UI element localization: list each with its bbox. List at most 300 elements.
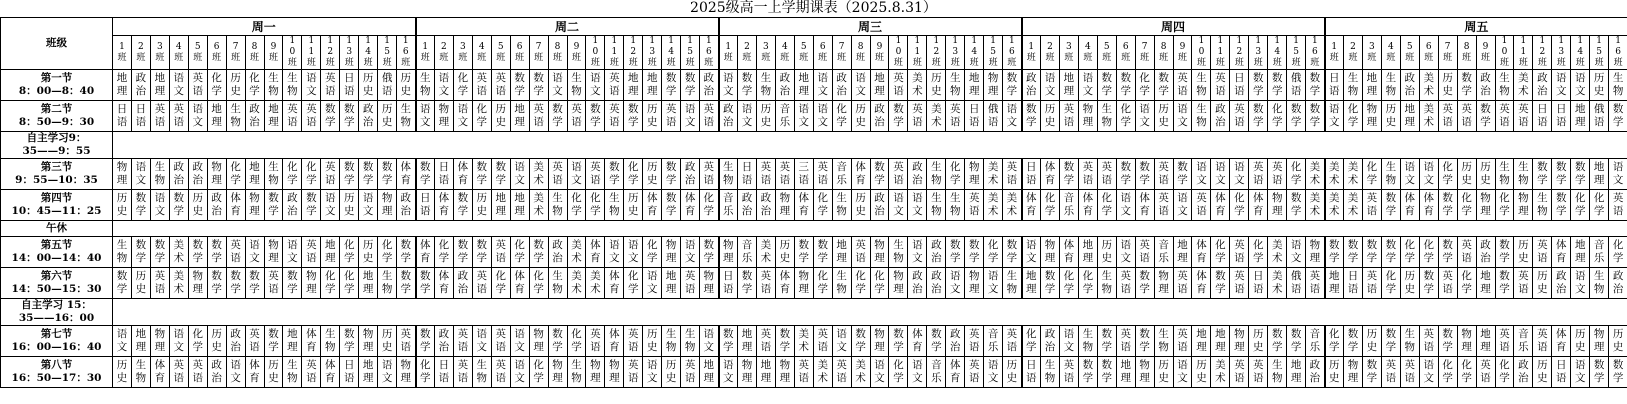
subject-cell: 生 物 xyxy=(567,70,586,101)
subject-cell: 化 学 xyxy=(1230,190,1249,221)
break-band xyxy=(113,132,1627,159)
subject-cell: 地 理 xyxy=(1476,268,1495,299)
subject-cell: 数 学 xyxy=(851,326,870,357)
class-number: 1 3 班 xyxy=(1249,36,1268,70)
subject-cell: 英 语 xyxy=(1097,159,1116,190)
subject-cell: 语 文 xyxy=(245,237,264,268)
class-number: 7 班 xyxy=(1135,36,1154,70)
class-number: 1 班 xyxy=(719,36,738,70)
subject-cell: 英 语 xyxy=(1533,326,1552,357)
subject-cell: 生 物 xyxy=(548,190,567,221)
subject-cell: 语 文 xyxy=(643,357,662,388)
subject-cell: 语 文 xyxy=(681,101,700,132)
subject-cell: 物 理 xyxy=(397,357,416,388)
subject-cell: 数 学 xyxy=(1116,159,1135,190)
class-number: 1 4 班 xyxy=(1268,36,1287,70)
subject-cell: 数 学 xyxy=(1590,357,1609,388)
subject-cell: 化 学 xyxy=(1495,357,1514,388)
subject-cell: 政 治 xyxy=(700,70,719,101)
class-number: 1 5 班 xyxy=(1590,36,1609,70)
subject-cell: 历 史 xyxy=(1533,357,1552,388)
subject-cell: 生 物 xyxy=(113,237,132,268)
subject-cell: 地 理 xyxy=(1022,268,1041,299)
subject-cell: 英 语 xyxy=(264,268,283,299)
subject-cell: 英 语 xyxy=(1381,357,1400,388)
class-number: 1 6 班 xyxy=(1306,36,1325,70)
subject-cell: 历 史 xyxy=(1362,326,1381,357)
subject-cell: 数 学 xyxy=(1438,237,1457,268)
subject-cell: 语 文 xyxy=(378,357,397,388)
class-number: 4 班 xyxy=(1078,36,1097,70)
break-band xyxy=(113,221,1627,237)
subject-cell: 物 理 xyxy=(1514,190,1533,221)
subject-cell: 英 语 xyxy=(624,357,643,388)
subject-cell: 政 治 xyxy=(548,237,567,268)
subject-cell: 物 理 xyxy=(188,268,207,299)
subject-cell: 物 理 xyxy=(359,326,378,357)
subject-cell: 数 学 xyxy=(1097,357,1116,388)
subject-cell: 英 语 xyxy=(1476,357,1495,388)
subject-cell: 语 文 xyxy=(567,159,586,190)
subject-cell: 生 物 xyxy=(1078,326,1097,357)
subject-cell: 化 学 xyxy=(188,326,207,357)
subject-cell: 数 学 xyxy=(1078,357,1097,388)
subject-cell: 英 语 xyxy=(1230,268,1249,299)
subject-cell: 数 学 xyxy=(1135,326,1154,357)
subject-cell: 音 乐 xyxy=(1306,326,1325,357)
subject-cell: 语 文 xyxy=(1419,357,1438,388)
subject-cell: 地 理 xyxy=(756,357,775,388)
subject-cell: 英 语 xyxy=(756,159,775,190)
subject-cell: 日 语 xyxy=(434,159,453,190)
subject-cell: 语 文 xyxy=(283,237,302,268)
subject-cell: 日 语 xyxy=(113,101,132,132)
subject-cell: 生 物 xyxy=(1344,70,1363,101)
subject-cell: 化 学 xyxy=(567,326,586,357)
subject-cell: 数 学 xyxy=(321,101,340,132)
subject-cell: 日 语 xyxy=(737,159,756,190)
subject-cell: 历 史 xyxy=(643,101,662,132)
subject-cell: 英 语 xyxy=(851,237,870,268)
period-row xyxy=(1,357,1627,388)
class-number: 1 1 班 xyxy=(1211,36,1230,70)
subject-cell: 音 乐 xyxy=(984,326,1003,357)
class-number: 9 班 xyxy=(264,36,283,70)
subject-cell: 物 理 xyxy=(1306,237,1325,268)
subject-cell: 数 学 xyxy=(1552,190,1571,221)
subject-cell: 语 文 xyxy=(586,70,605,101)
subject-cell: 数 学 xyxy=(737,268,756,299)
class-number: 6 班 xyxy=(1116,36,1135,70)
subject-cell: 地 理 xyxy=(264,101,283,132)
class-number: 1 6 班 xyxy=(700,36,719,70)
class-number: 2 班 xyxy=(1344,36,1363,70)
subject-cell: 数 学 xyxy=(719,326,738,357)
class-number: 1 6 班 xyxy=(397,36,416,70)
subject-cell: 数 学 xyxy=(340,326,359,357)
subject-cell: 政 治 xyxy=(946,326,965,357)
subject-cell: 数 学 xyxy=(1362,237,1381,268)
subject-cell: 政 治 xyxy=(207,190,226,221)
subject-cell: 化 学 xyxy=(946,159,965,190)
subject-cell: 日 语 xyxy=(416,190,435,221)
subject-cell: 政 治 xyxy=(908,159,927,190)
subject-cell: 语 文 xyxy=(359,190,378,221)
subject-cell: 数 学 xyxy=(1609,357,1627,388)
class-number: 7 班 xyxy=(1438,36,1457,70)
subject-cell: 化 学 xyxy=(1078,268,1097,299)
subject-cell: 生 物 xyxy=(150,159,169,190)
subject-cell: 语 文 xyxy=(1552,70,1571,101)
subject-cell: 数 学 xyxy=(491,159,510,190)
subject-cell: 语 文 xyxy=(984,357,1003,388)
class-number: 6 班 xyxy=(510,36,529,70)
subject-cell: 数 学 xyxy=(131,190,150,221)
subject-cell: 政 治 xyxy=(756,190,775,221)
day-header: 周四 xyxy=(1022,18,1325,36)
subject-cell: 语 文 xyxy=(150,190,169,221)
subject-cell: 语 文 xyxy=(1571,357,1590,388)
subject-cell: 数 学 xyxy=(1552,159,1571,190)
subject-cell: 英 语 xyxy=(150,268,169,299)
class-number: 8 班 xyxy=(548,36,567,70)
subject-cell: 物 理 xyxy=(1457,326,1476,357)
class-number: 7 班 xyxy=(529,36,548,70)
class-number: 3 班 xyxy=(1059,36,1078,70)
subject-cell: 日 语 xyxy=(1325,70,1344,101)
subject-cell: 数 学 xyxy=(359,159,378,190)
subject-cell: 日 语 xyxy=(1022,357,1041,388)
subject-cell: 物 理 xyxy=(965,268,984,299)
subject-cell: 英 语 xyxy=(756,326,775,357)
subject-cell: 数 学 xyxy=(510,70,529,101)
subject-cell: 美 术 xyxy=(851,357,870,388)
period-label: 第六节 14：50—15：30 xyxy=(1,268,113,299)
subject-cell: 英 语 xyxy=(188,357,207,388)
subject-cell: 化 学 xyxy=(1344,101,1363,132)
subject-cell: 生 物 xyxy=(832,190,851,221)
subject-cell: 美 术 xyxy=(1325,159,1344,190)
subject-cell: 数 学 xyxy=(131,237,150,268)
header-label: 班级 xyxy=(1,18,113,70)
day-header: 周三 xyxy=(719,18,1022,36)
period-label: 第七节 16：00—16：40 xyxy=(1,326,113,357)
subject-cell: 语 文 xyxy=(510,326,529,357)
class-number: 1 1 班 xyxy=(605,36,624,70)
subject-cell: 美 术 xyxy=(529,190,548,221)
subject-cell: 英 语 xyxy=(1514,268,1533,299)
subject-cell: 语 文 xyxy=(1287,237,1306,268)
subject-cell: 数 学 xyxy=(946,237,965,268)
subject-cell: 数 学 xyxy=(794,237,813,268)
subject-cell: 政 治 xyxy=(1040,326,1059,357)
class-number: 1 班 xyxy=(416,36,435,70)
subject-cell: 数 学 xyxy=(1059,159,1078,190)
subject-cell: 语 文 xyxy=(1173,190,1192,221)
subject-cell: 政 治 xyxy=(870,101,889,132)
subject-cell: 化 学 xyxy=(321,268,340,299)
period-label: 第五节 14：00—14：40 xyxy=(1,237,113,268)
subject-cell: 英 语 xyxy=(813,159,832,190)
class-number: 1 4 班 xyxy=(662,36,681,70)
subject-cell: 历 史 xyxy=(1040,101,1059,132)
subject-cell: 地 理 xyxy=(245,159,264,190)
subject-cell: 历 史 xyxy=(643,159,662,190)
subject-cell: 语 文 xyxy=(813,101,832,132)
subject-cell: 语 文 xyxy=(302,70,321,101)
subject-cell: 数 学 xyxy=(264,190,283,221)
subject-cell: 英 语 xyxy=(1419,326,1438,357)
subject-cell: 物 理 xyxy=(889,268,908,299)
subject-cell: 物 理 xyxy=(1362,101,1381,132)
subject-cell: 政 治 xyxy=(927,237,946,268)
subject-cell: 数 学 xyxy=(1154,70,1173,101)
subject-cell: 体 育 xyxy=(1135,190,1154,221)
subject-cell: 体 育 xyxy=(605,326,624,357)
subject-cell: 语 文 xyxy=(1135,101,1154,132)
subject-cell: 数 学 xyxy=(150,237,169,268)
subject-cell: 化 学 xyxy=(624,268,643,299)
subject-cell: 英 语 xyxy=(1230,237,1249,268)
subject-cell: 语 文 xyxy=(1040,70,1059,101)
subject-cell: 体 育 xyxy=(453,159,472,190)
subject-cell: 生 物 xyxy=(1590,268,1609,299)
subject-cell: 物 理 xyxy=(1344,357,1363,388)
class-number: 5 班 xyxy=(1097,36,1116,70)
subject-cell: 物 理 xyxy=(434,101,453,132)
subject-cell: 历 史 xyxy=(1003,357,1022,388)
subject-cell: 英 语 xyxy=(605,101,624,132)
subject-cell: 历 史 xyxy=(1154,101,1173,132)
subject-cell: 英 语 xyxy=(1249,357,1268,388)
subject-cell: 地 理 xyxy=(1325,268,1344,299)
subject-cell: 日 语 xyxy=(1230,70,1249,101)
subject-cell: 政 治 xyxy=(1022,70,1041,101)
subject-cell: 化 学 xyxy=(1381,268,1400,299)
class-number: 6 班 xyxy=(1419,36,1438,70)
subject-cell: 物 理 xyxy=(264,237,283,268)
subject-cell: 数 学 xyxy=(1135,159,1154,190)
subject-cell: 语 文 xyxy=(794,101,813,132)
subject-cell: 政 治 xyxy=(1533,70,1552,101)
subject-cell: 化 学 xyxy=(340,237,359,268)
subject-cell: 政 治 xyxy=(397,190,416,221)
period-label: 第二节 8：50—9：30 xyxy=(1,101,113,132)
subject-cell: 英 语 xyxy=(472,70,491,101)
subject-cell: 生 物 xyxy=(832,268,851,299)
subject-cell: 英 语 xyxy=(1116,268,1135,299)
subject-cell: 英 语 xyxy=(169,357,188,388)
subject-cell: 语 文 xyxy=(946,268,965,299)
subject-cell: 政 治 xyxy=(719,101,738,132)
subject-cell: 数 学 xyxy=(1287,326,1306,357)
subject-cell: 英 语 xyxy=(1400,357,1419,388)
subject-cell: 英 语 xyxy=(1362,268,1381,299)
subject-cell: 日 语 xyxy=(131,101,150,132)
subject-cell: 政 治 xyxy=(207,357,226,388)
subject-cell: 化 学 xyxy=(1059,268,1078,299)
subject-cell: 物 理 xyxy=(775,357,794,388)
class-number: 3 班 xyxy=(756,36,775,70)
period-label: 自主学习9： 35——9：55 xyxy=(1,132,113,159)
subject-cell: 政 治 xyxy=(131,70,150,101)
subject-cell: 美 术 xyxy=(567,268,586,299)
subject-cell: 生 物 xyxy=(397,101,416,132)
subject-cell: 化 学 xyxy=(832,101,851,132)
subject-cell: 数 学 xyxy=(662,70,681,101)
subject-cell: 数 学 xyxy=(548,101,567,132)
class-number: 1 5 班 xyxy=(984,36,1003,70)
subject-cell: 地 理 xyxy=(1173,237,1192,268)
subject-cell: 美 术 xyxy=(1344,159,1363,190)
subject-cell: 英 语 xyxy=(321,159,340,190)
subject-cell: 生 物 xyxy=(756,70,775,101)
subject-cell: 化 学 xyxy=(1609,237,1627,268)
subject-cell: 政 治 xyxy=(453,268,472,299)
subject-cell: 数 学 xyxy=(453,190,472,221)
subject-cell: 数 学 xyxy=(416,326,435,357)
subject-cell: 地 理 xyxy=(700,357,719,388)
subject-cell: 美 术 xyxy=(1419,101,1438,132)
subject-cell: 政 治 xyxy=(1476,70,1495,101)
subject-cell: 体 育 xyxy=(1040,159,1059,190)
subject-cell: 政 治 xyxy=(775,70,794,101)
subject-cell: 美 术 xyxy=(1003,190,1022,221)
subject-cell: 日 语 xyxy=(434,357,453,388)
class-number: 2 班 xyxy=(1040,36,1059,70)
subject-cell: 体 育 xyxy=(681,190,700,221)
subject-cell: 英 语 xyxy=(1003,326,1022,357)
subject-cell: 英 语 xyxy=(1173,326,1192,357)
subject-cell: 语 文 xyxy=(870,357,889,388)
subject-cell: 地 理 xyxy=(1400,101,1419,132)
subject-cell: 英 语 xyxy=(889,159,908,190)
class-number: 1 0 班 xyxy=(1192,36,1211,70)
class-number: 3 班 xyxy=(453,36,472,70)
subject-cell: 英 语 xyxy=(681,268,700,299)
class-number: 1 4 班 xyxy=(965,36,984,70)
subject-cell: 历 史 xyxy=(264,357,283,388)
subject-cell: 体 育 xyxy=(775,268,794,299)
subject-cell: 英 语 xyxy=(700,159,719,190)
class-number: 9 班 xyxy=(567,36,586,70)
subject-cell: 历 史 xyxy=(1192,357,1211,388)
subject-cell: 历 史 xyxy=(662,357,681,388)
subject-cell: 数 学 xyxy=(1116,70,1135,101)
subject-cell: 英 语 xyxy=(1078,159,1097,190)
subject-cell: 体 育 xyxy=(245,357,264,388)
subject-cell: 物 理 xyxy=(245,190,264,221)
subject-cell: 化 学 xyxy=(586,190,605,221)
subject-cell: 美 术 xyxy=(567,237,586,268)
class-number: 1 班 xyxy=(113,36,132,70)
subject-cell: 生 物 xyxy=(889,237,908,268)
subject-cell: 语 文 xyxy=(1116,190,1135,221)
class-number: 1 2 班 xyxy=(321,36,340,70)
subject-cell: 化 学 xyxy=(1249,237,1268,268)
subject-cell: 政 治 xyxy=(283,190,302,221)
subject-cell: 数 学 xyxy=(378,159,397,190)
subject-cell: 化 学 xyxy=(1495,190,1514,221)
subject-cell: 生 物 xyxy=(946,70,965,101)
subject-cell: 美 术 xyxy=(169,237,188,268)
class-number: 1 2 班 xyxy=(624,36,643,70)
subject-cell: 英 语 xyxy=(491,70,510,101)
subject-cell: 音 乐 xyxy=(1514,326,1533,357)
subject-cell: 体 育 xyxy=(908,326,927,357)
period-row xyxy=(1,159,1627,190)
subject-cell: 音 乐 xyxy=(1154,237,1173,268)
subject-cell: 英 语 xyxy=(1514,101,1533,132)
subject-cell: 数 学 xyxy=(1419,268,1438,299)
subject-cell: 体 育 xyxy=(1552,237,1571,268)
subject-cell: 体 育 xyxy=(794,190,813,221)
subject-cell: 体 育 xyxy=(434,190,453,221)
subject-cell: 数 学 xyxy=(1381,190,1400,221)
subject-cell: 化 学 xyxy=(378,237,397,268)
subject-cell: 数 学 xyxy=(340,159,359,190)
subject-cell: 英 语 xyxy=(1230,101,1249,132)
subject-cell: 物 理 xyxy=(207,159,226,190)
class-number: 4 班 xyxy=(775,36,794,70)
subject-cell: 物 理 xyxy=(775,190,794,221)
subject-cell: 英 语 xyxy=(245,326,264,357)
subject-cell: 生 物 xyxy=(1040,357,1059,388)
subject-cell: 语 文 xyxy=(416,101,435,132)
subject-cell: 政 治 xyxy=(908,268,927,299)
subject-cell: 化 学 xyxy=(510,237,529,268)
subject-cell: 日 语 xyxy=(340,357,359,388)
subject-cell: 音 乐 xyxy=(775,101,794,132)
subject-cell: 物 理 xyxy=(794,268,813,299)
class-number: 8 班 xyxy=(851,36,870,70)
subject-cell: 物 理 xyxy=(302,268,321,299)
subject-cell: 数 学 xyxy=(1135,268,1154,299)
subject-cell: 体 育 xyxy=(1419,190,1438,221)
subject-cell: 生 物 xyxy=(264,70,283,101)
subject-cell: 数 学 xyxy=(813,237,832,268)
subject-cell: 语 文 xyxy=(1022,237,1041,268)
subject-cell: 化 学 xyxy=(207,70,226,101)
subject-cell: 英 语 xyxy=(1116,326,1135,357)
period-label: 第三节 9：55—10：35 xyxy=(1,159,113,190)
subject-cell: 地 理 xyxy=(113,70,132,101)
subject-cell: 数 学 xyxy=(548,326,567,357)
subject-cell: 语 文 xyxy=(1211,159,1230,190)
subject-cell: 美 术 xyxy=(1514,70,1533,101)
class-number: 4 班 xyxy=(1381,36,1400,70)
subject-cell: 政 治 xyxy=(434,326,453,357)
subject-cell: 体 育 xyxy=(946,357,965,388)
subject-cell: 历 史 xyxy=(1249,326,1268,357)
subject-cell: 数 学 xyxy=(264,326,283,357)
subject-cell: 英 语 xyxy=(908,101,927,132)
subject-cell: 历 史 xyxy=(1590,70,1609,101)
subject-cell: 英 语 xyxy=(529,101,548,132)
subject-cell: 英 语 xyxy=(1609,190,1627,221)
subject-cell: 体 育 xyxy=(1022,190,1041,221)
subject-cell: 化 学 xyxy=(1116,101,1135,132)
class-number: 1 6 班 xyxy=(1609,36,1627,70)
subject-cell: 历 史 xyxy=(1325,357,1344,388)
subject-cell: 英 语 xyxy=(586,326,605,357)
subject-cell: 数 学 xyxy=(1609,101,1627,132)
subject-cell: 英 语 xyxy=(1438,101,1457,132)
subject-cell: 美 术 xyxy=(927,101,946,132)
subject-cell: 英 语 xyxy=(1173,70,1192,101)
subject-cell: 历 史 xyxy=(378,326,397,357)
subject-cell: 化 学 xyxy=(1287,159,1306,190)
